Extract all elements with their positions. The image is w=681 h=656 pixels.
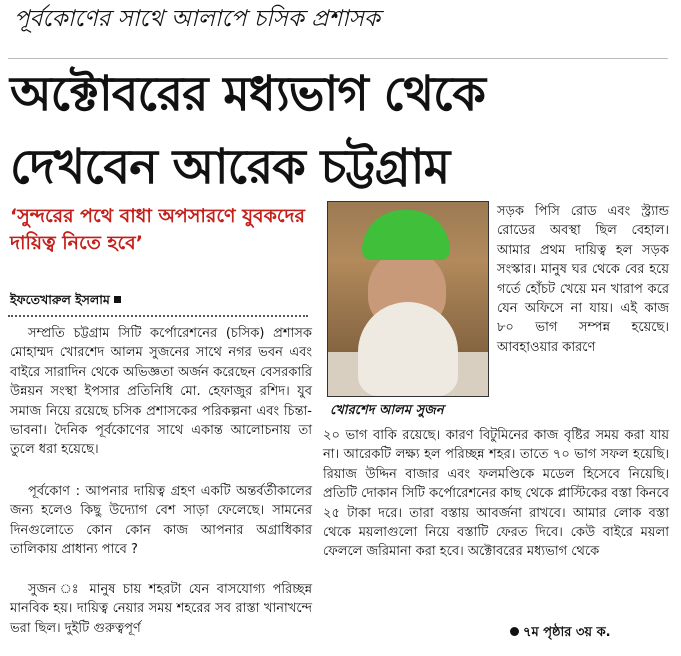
photo-cap xyxy=(362,210,450,260)
portrait-photo xyxy=(327,201,489,397)
headline-line-2: দেখবেন আরেক চট্টগ্রাম xyxy=(10,139,450,195)
left-paragraph-1: সম্প্রতি চট্টগ্রাম সিটি কর্পোরেশনের (চসিক) প্রশাসক মোহাম্মদ খোরশেদ আলম সুজনের সাথে নগর ভবন এবং বাইরে সারাদিন থেকে অভিজ্ঞতা অর্জন করেছেন বেসরকারি উন্নয়ন সংস্থা ইপসার প্রতিনিধি মো. হেফাজুর রশিদ। যুব সমাজ নিয়ে রয়েছে চসিক প্রশাসকের পরিকল্পনা এবং চিন্তা-ভাবনা। দৈনিক পূর্বকোণের সাথে একান্ত আলোচনায় তা তুলে ধরা হয়েছে। xyxy=(10,326,312,458)
byline-name: ইফতেখারুল ইসলাম xyxy=(10,292,110,307)
left-paragraph-2: পূর্বকোণ : আপনার দায়িত্ব গ্রহণ একটি অন্তর্বর্তীকালের জন্য হলেও কিছু উদ্যোগ বেশ সাড়া ফেলেছে। সামনের দিনগুলোতে কোন কোন কাজ আপনার অগ্রাধিকার তালিকায় প্রাধান্য পাবে ? xyxy=(10,484,312,558)
kicker: পূর্বকোণের সাথে আলাপে চসিক প্রশাসক xyxy=(14,6,380,32)
bullet-icon xyxy=(510,627,519,636)
right-column-text: সড়ক পিসি রোড এবং স্ট্র্যান্ড রোডের অবস্থা ছিল বেহাল। আমার প্রথম দায়িত্ব হল সড়ক সংস্কার। মানুষ ঘর থেকে বের হয়ে গর্তে হোঁচট খেয়ে মন খারাপ করে যেন অফিসে না যায়। এই কাজ ৮০ ভাগ সম্পন্ন হয়েছে। আবহাওয়ার কারণে xyxy=(497,204,669,355)
headline-line-1: অক্টোবরের মধ্যভাগ থেকে xyxy=(10,66,486,122)
kicker-divider xyxy=(8,58,668,59)
photo-caption: খোরশেদ আলম সুজন xyxy=(330,403,444,418)
pull-quote: ‘সুন্দরের পথে বাধা অপসারণে যুবকদের দায়িত্ব নিতে হবে’ xyxy=(10,205,305,254)
continued-on xyxy=(510,623,611,644)
left-paragraph-3: সুজন ঃ মানুষ চায় শহরটা যেন বাসযোগ্য পরিচ্ছন্ন মানবিক হয়। দায়িত্ব নেয়ার সময় শহরের সব রাস্তা খানাখন্দে ভরা ছিল। দুইটি গুরুত্বপূর্ণ xyxy=(10,582,312,636)
byline xyxy=(10,292,121,312)
photo-beard xyxy=(358,302,458,396)
jump-text: ৭ম পৃষ্ঠার ৩য় ক. xyxy=(523,625,611,640)
byline-square-icon xyxy=(114,296,121,303)
bottom-column-text: ২০ ভাগ বাকি রয়েছে। কারণ বিটুমিনের কাজ বৃষ্টির সময় করা যায় না। আরেকটি লক্ষ্য হল পরিচ্ছন্ন শহর। তাতে ৭০ ভাগ সফল হয়েছি। রিয়াজ উদ্দিন বাজার এবং ফলমণ্ডিকে মডেল হিসেবে নিয়েছি। প্রতিটি দোকান সিটি কর্পোরেশনের কাছ থেকে প্লাস্টিকের বস্তা কিনবে ২৫ টাকা দরে। তারা বস্তায় আবর্জনা রাখবে। আমার লোক বস্তা থেকে ময়লাগুলো নিয়ে বস্তাটি ফেরত দিবে। কেউ বাইরে ময়লা ফেললে জরিমানা করা হবে। অক্টোবরের মধ্যভাগ থেকে xyxy=(323,428,669,560)
byline-dotted-divider xyxy=(8,315,308,317)
